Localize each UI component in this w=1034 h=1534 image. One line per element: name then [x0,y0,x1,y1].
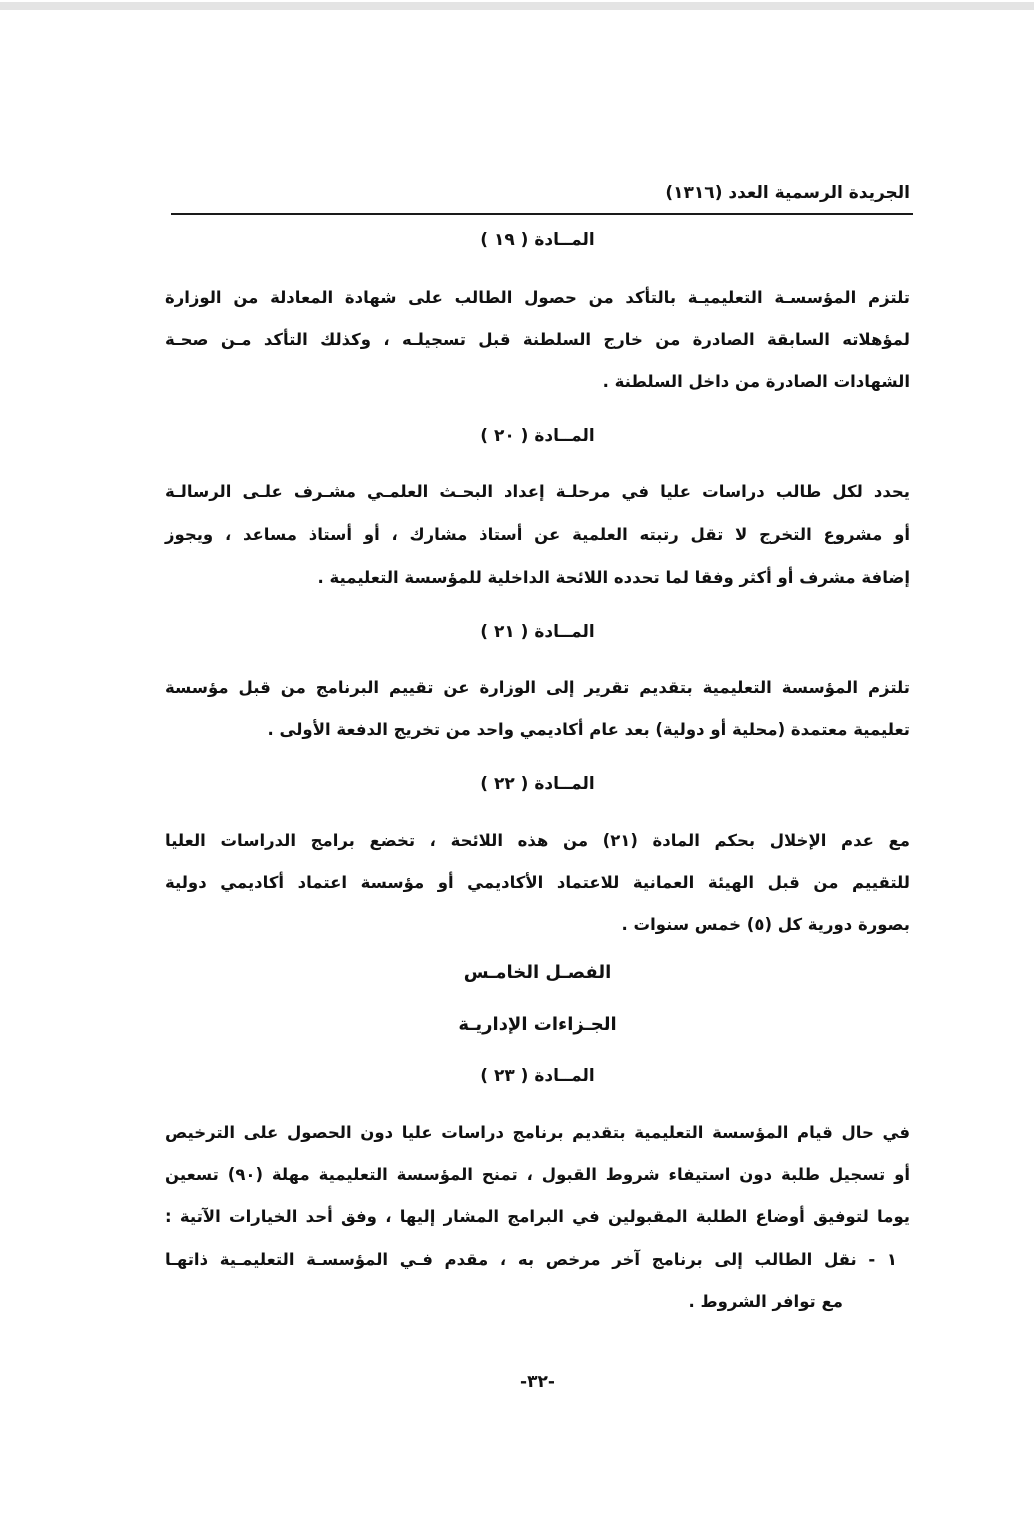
article-19-line-3: الشهادات الصادرة من داخل السلطنة . [602,372,910,391]
article-22-line-1: مع عدم الإخلال بحكم المادة (٢١) من هذه اللائحة ، تخضع برامج الدراسات العليا [165,831,910,850]
article-title-23: المــادة ( ٢٣ ) [480,1066,595,1086]
article-23-line-1: في حال قيام المؤسسة التعليمية بتقديم برنامج دراسات عليا دون الحصول على الترخيص [165,1123,910,1142]
article-23-item-1-line-1: ١ - نقل الطالب إلى برنامج آخر مرخص به ، مقدم فـي المؤسسـة التعليمـية ذاتهـا [165,1250,897,1269]
chapter-title: الفصـل الخامـس [463,962,612,983]
article-19-line-2: لمؤهلاته السابقة الصادرة من خارج السلطنة قبل تسجيلـه ، وكذلك التأكد مـن صحـة [165,330,910,349]
article-20-line-3: إضافة مشرف أو أكثر وفقا لما تحدده اللائحة الداخلية للمؤسسة التعليمية . [317,568,910,587]
article-21-line-2: تعليمية معتمدة (محلية أو دولية) بعد عام أكاديمي واحد من تخريج الدفعة الأولى . [267,720,910,739]
article-23-line-2: أو تسجيل طلبة دون استيفاء شروط القبول ، تمنح المؤسسة التعليمية مهلة (٩٠) تسعين [165,1165,911,1184]
article-title-22: المــادة ( ٢٢ ) [480,774,595,794]
page-number: -٣٢- [520,1372,555,1392]
article-23-item-1-line-2: مع توافر الشروط . [688,1292,843,1311]
article-title-21: المــادة ( ٢١ ) [480,622,595,642]
article-title-20: المــادة ( ٢٠ ) [480,426,595,446]
article-19-line-1: تلتزم المؤسسـة التعليميـة بالتأكد من حصول الطالب على شهادة المعادلة من الوزارة [165,288,910,307]
article-23-line-3: يوما لتوفيق أوضاع الطلبة المقبولين في البرامج المشار إليها ، وفق أحد الخيارات الآتية : [165,1207,910,1226]
chapter-subtitle: الجـزاءات الإداريـة [458,1014,617,1035]
article-20-line-2: أو مشروع التخرج لا تقل رتبته العلمية عن أستاذ مشارك ، أو أستاذ مساعد ، ويجوز [165,525,910,544]
article-22-line-2: للتقييم من قبل الهيئة العمانية للاعتماد الأكاديمي أو مؤسسة اعتماد أكاديمي دولية [165,873,910,892]
article-21-line-1: تلتزم المؤسسة التعليمية بتقديم تقرير إلى الوزارة عن تقييم البرنامج من قبل مؤسسة [165,678,910,697]
viewer-top-band [0,2,1034,10]
article-title-19: المــادة ( ١٩ ) [480,230,595,250]
article-22-line-3: بصورة دورية كل (٥) خمس سنوات . [621,915,910,934]
article-20-line-1: يحدد لكل طالب دراسات عليا في مرحلـة إعداد البحـث العلمـي مشـرف علـى الرسالـة [165,482,910,501]
running-header: الجريدة الرسمية العدد (١٣١٦) [665,183,910,203]
header-rule [171,213,913,215]
